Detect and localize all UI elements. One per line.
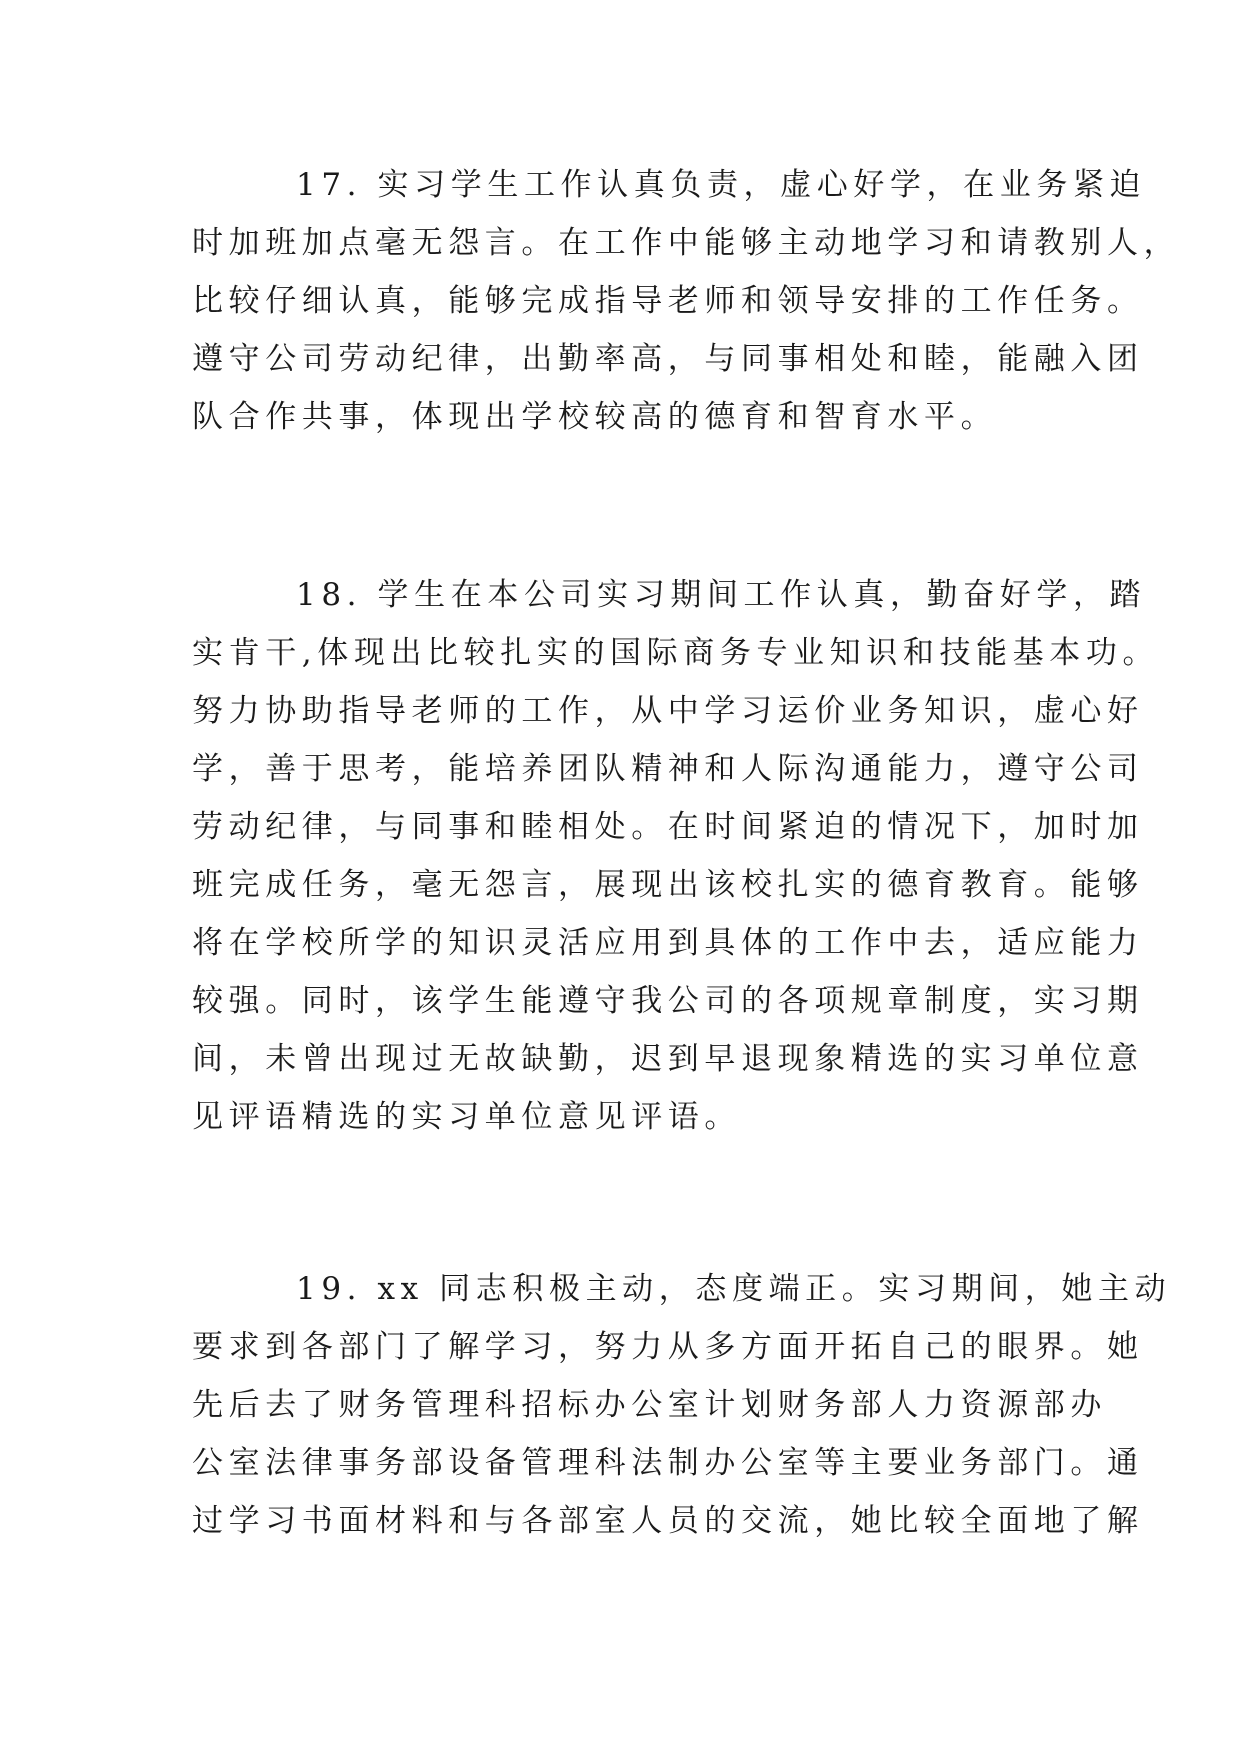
paragraph-19 [192,1260,1172,1550]
paragraph-line: 劳动纪律，与同事和睦相处。在时间紧迫的情况下，加时加 [192,809,1144,845]
paragraph-line: 要求到各部门了解学习，努力从多方面开拓自己的眼界。她 [192,1329,1144,1365]
paragraph-line: 学，善于思考，能培养团队精神和人际沟通能力，遵守公司 [192,751,1144,787]
paragraph-line: 公室法律事务部设备管理科法制办公室等主要业务部门。通 [192,1445,1144,1481]
paragraph-line: 努力协助指导老师的工作，从中学习运价业务知识，虚心好 [192,693,1144,729]
paragraph-line: 先后去了财务管理科招标办公室计划财务部人力资源部办 [192,1387,1107,1423]
paragraph-line: 班完成任务，毫无怨言，展现出该校扎实的德育教育。能够 [192,867,1144,903]
paragraph-line: 间，未曾出现过无故缺勤，迟到早退现象精选的实习单位意 [192,1041,1144,1077]
paragraph-line: 比较仔细认真，能够完成指导老师和领导安排的工作任务。 [192,283,1144,319]
paragraph-line: 17. 实习学生工作认真负责，虚心好学，在业务紧迫 [296,167,1147,203]
paragraph-line: 将在学校所学的知识灵活应用到具体的工作中去，适应能力 [192,925,1144,961]
paragraph-line: 过学习书面材料和与各部室人员的交流，她比较全面地了解 [192,1503,1144,1539]
paragraph-line: 19. xx 同志积极主动，态度端正。实习期间，她主动 [296,1271,1172,1307]
paragraph-17 [192,156,1181,446]
paragraph-line: 见评语精选的实习单位意见评语。 [192,1099,741,1135]
paragraph-line: 实肯干,体现出比较扎实的国际商务专业知识和技能基本功。 [192,635,1160,671]
paragraph-line: 遵守公司劳动纪律，出勤率高，与同事相处和睦，能融入团 [192,341,1144,377]
paragraph-line: 较强。同时，该学生能遵守我公司的各项规章制度，实习期 [192,983,1144,1019]
paragraph-18 [192,566,1160,1146]
paragraph-line: 时加班加点毫无怨言。在工作中能够主动地学习和请教别人， [192,225,1181,261]
paragraph-line: 队合作共事，体现出学校较高的德育和智育水平。 [192,399,998,435]
paragraph-line: 18. 学生在本公司实习期间工作认真，勤奋好学，踏 [296,577,1147,613]
